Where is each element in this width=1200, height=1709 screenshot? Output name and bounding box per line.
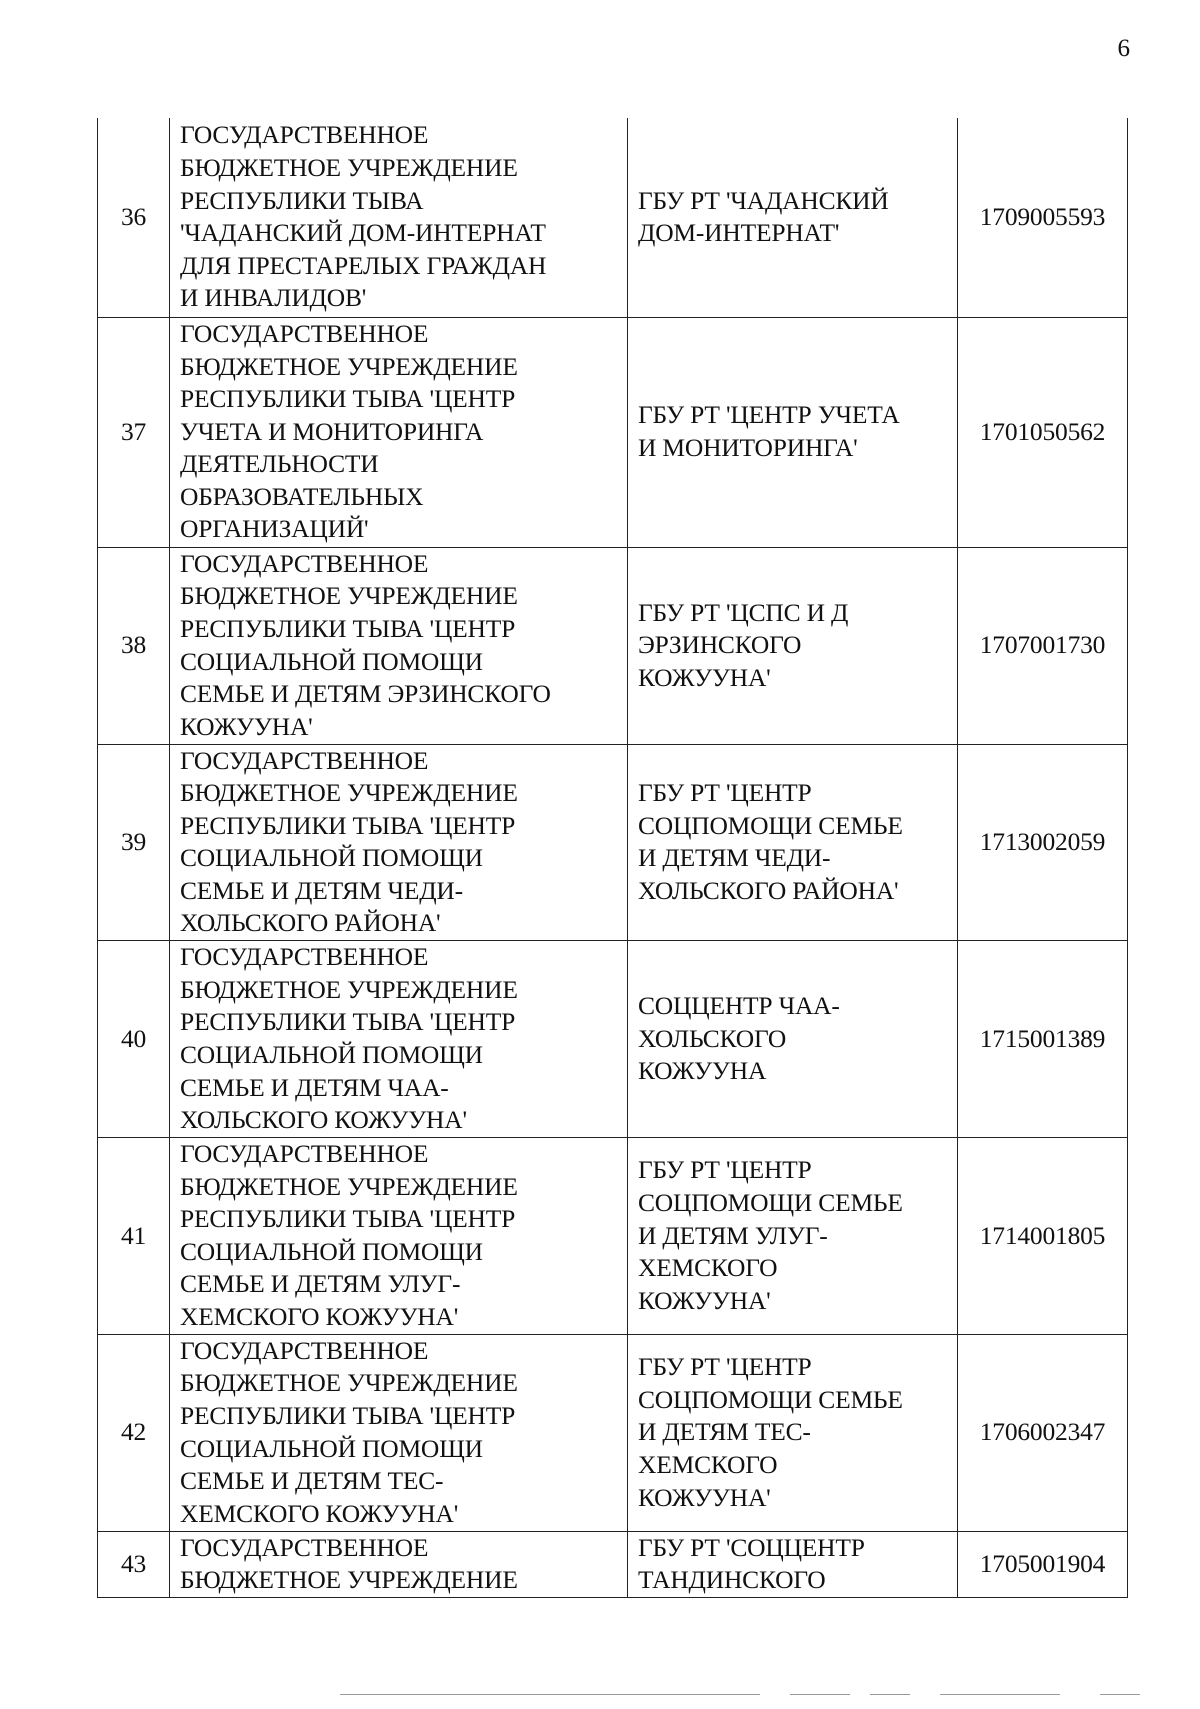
row-number: 42 bbox=[98, 1334, 170, 1531]
row-number: 43 bbox=[98, 1531, 170, 1597]
short-name: ГБУ РТ 'ЦЕНТР УЧЕТА И МОНИТОРИНГА' bbox=[638, 400, 900, 462]
table-row bbox=[98, 1531, 1128, 1597]
inn: 1707001730 bbox=[958, 547, 1128, 744]
short-name: СОЦЦЕНТР ЧАА- ХОЛЬСКОГО КОЖУУНА bbox=[638, 991, 840, 1086]
full-name-cell bbox=[170, 317, 628, 547]
short-name-cell bbox=[628, 1334, 958, 1531]
short-name: ГБУ РТ 'ЦЕНТР СОЦПОМОЩИ СЕМЬЕ И ДЕТЯМ УЛУГ- ХЕМСКОГО КОЖУУНА' bbox=[638, 1155, 903, 1315]
full-name: ГОСУДАРСТВЕННОЕ БЮДЖЕТНОЕ УЧРЕЖДЕНИЕ РЕСПУБЛИКИ ТЫВА 'ЦЕНТР УЧЕТА И МОНИТОРИНГА ДЕЯТЕЛЬНОСТИ ОБРАЗОВАТЕЛЬНЫХ ОРГАНИЗАЦИЙ' bbox=[180, 318, 518, 544]
full-name-cell bbox=[170, 547, 628, 744]
footer-scan-line bbox=[870, 1694, 910, 1695]
short-name-cell bbox=[628, 547, 958, 744]
full-name-cell bbox=[170, 1531, 628, 1597]
row-number: 39 bbox=[98, 744, 170, 941]
inn: 1705001904 bbox=[958, 1531, 1128, 1597]
footer-scan-line bbox=[340, 1694, 760, 1695]
full-name-cell bbox=[170, 941, 628, 1138]
short-name-cell bbox=[628, 1531, 958, 1597]
full-name: ГОСУДАРСТВЕННОЕ БЮДЖЕТНОЕ УЧРЕЖДЕНИЕ РЕСПУБЛИКИ ТЫВА 'ЦЕНТР СОЦИАЛЬНОЙ ПОМОЩИ СЕМЬЕ И ДЕТЯМ ЧЕДИ- ХОЛЬСКОГО РАЙОНА' bbox=[180, 745, 518, 938]
short-name-cell bbox=[628, 1138, 958, 1335]
table-row bbox=[98, 941, 1128, 1138]
row-number: 37 bbox=[98, 317, 170, 547]
short-name-cell bbox=[628, 317, 958, 547]
footer-scan-line bbox=[790, 1694, 850, 1695]
full-name: ГОСУДАРСТВЕННОЕ БЮДЖЕТНОЕ УЧРЕЖДЕНИЕ РЕСПУБЛИКИ ТЫВА 'ЦЕНТР СОЦИАЛЬНОЙ ПОМОЩИ СЕМЬЕ И ДЕТЯМ ТЕС- ХЕМСКОГО КОЖУУНА' bbox=[180, 1335, 518, 1528]
footer-scan-line bbox=[940, 1694, 1060, 1695]
inn: 1701050562 bbox=[958, 317, 1128, 547]
footer-scan-line bbox=[1100, 1694, 1140, 1695]
row-number: 38 bbox=[98, 547, 170, 744]
inn: 1713002059 bbox=[958, 744, 1128, 941]
full-name-cell bbox=[170, 1334, 628, 1531]
full-name-cell bbox=[170, 118, 628, 317]
short-name: ГБУ РТ 'ЦСПС И Д ЭРЗИНСКОГО КОЖУУНА' bbox=[638, 597, 849, 692]
full-name-cell bbox=[170, 744, 628, 941]
full-name: ГОСУДАРСТВЕННОЕ БЮДЖЕТНОЕ УЧРЕЖДЕНИЕ РЕСПУБЛИКИ ТЫВА 'ЧАДАНСКИЙ ДОМ-ИНТЕРНАТ ДЛЯ ПРЕСТАРЕЛЫХ ГРАЖДАН И ИНВАЛИДОВ' bbox=[180, 120, 547, 313]
page-number: 6 bbox=[1117, 35, 1130, 62]
short-name-cell bbox=[628, 744, 958, 941]
inn: 1709005593 bbox=[958, 118, 1128, 317]
short-name: ГБУ РТ 'ЦЕНТР СОЦПОМОЩИ СЕМЬЕ И ДЕТЯМ ТЕС- ХЕМСКОГО КОЖУУНА' bbox=[638, 1352, 903, 1512]
full-name: ГОСУДАРСТВЕННОЕ БЮДЖЕТНОЕ УЧРЕЖДЕНИЕ bbox=[180, 1532, 518, 1595]
short-name-cell bbox=[628, 941, 958, 1138]
inn: 1706002347 bbox=[958, 1334, 1128, 1531]
row-number: 40 bbox=[98, 941, 170, 1138]
table-row bbox=[98, 1334, 1128, 1531]
table-row bbox=[98, 118, 1128, 317]
table-row bbox=[98, 744, 1128, 941]
full-name: ГОСУДАРСТВЕННОЕ БЮДЖЕТНОЕ УЧРЕЖДЕНИЕ РЕСПУБЛИКИ ТЫВА 'ЦЕНТР СОЦИАЛЬНОЙ ПОМОЩИ СЕМЬЕ И ДЕТЯМ УЛУГ- ХЕМСКОГО КОЖУУНА' bbox=[180, 1139, 518, 1332]
table-row bbox=[98, 317, 1128, 547]
full-name: ГОСУДАРСТВЕННОЕ БЮДЖЕТНОЕ УЧРЕЖДЕНИЕ РЕСПУБЛИКИ ТЫВА 'ЦЕНТР СОЦИАЛЬНОЙ ПОМОЩИ СЕМЬЕ И ДЕТЯМ ЧАА- ХОЛЬСКОГО КОЖУУНА' bbox=[180, 942, 518, 1135]
short-name: ГБУ РТ 'СОЦЦЕНТР ТАНДИНСКОГО bbox=[638, 1532, 865, 1595]
short-name-cell bbox=[628, 118, 958, 317]
table-row bbox=[98, 547, 1128, 744]
inn: 1714001805 bbox=[958, 1138, 1128, 1335]
organizations-table bbox=[97, 118, 1128, 1598]
inn: 1715001389 bbox=[958, 941, 1128, 1138]
short-name: ГБУ РТ 'ЧАДАНСКИЙ ДОМ-ИНТЕРНАТ' bbox=[638, 185, 889, 248]
full-name: ГОСУДАРСТВЕННОЕ БЮДЖЕТНОЕ УЧРЕЖДЕНИЕ РЕСПУБЛИКИ ТЫВА 'ЦЕНТР СОЦИАЛЬНОЙ ПОМОЩИ СЕМЬЕ И ДЕТЯМ ЭРЗИНСКОГО КОЖУУНА' bbox=[180, 548, 551, 741]
full-name-cell bbox=[170, 1138, 628, 1335]
table-row bbox=[98, 1138, 1128, 1335]
row-number: 36 bbox=[98, 118, 170, 317]
row-number: 41 bbox=[98, 1138, 170, 1335]
short-name: ГБУ РТ 'ЦЕНТР СОЦПОМОЩИ СЕМЬЕ И ДЕТЯМ ЧЕДИ- ХОЛЬСКОГО РАЙОНА' bbox=[638, 778, 903, 905]
